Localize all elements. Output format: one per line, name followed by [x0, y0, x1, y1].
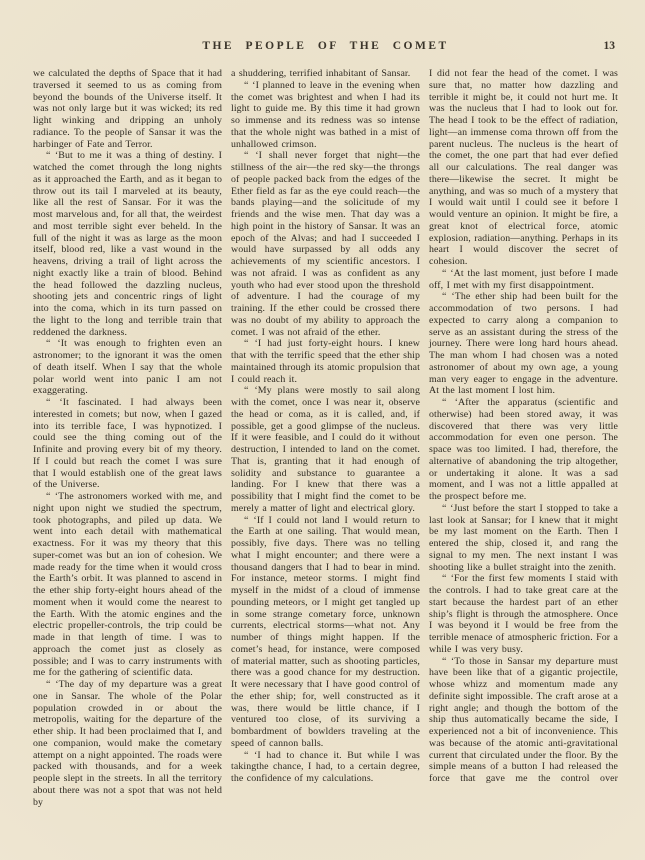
- paragraph: “ ‘It was enough to frighten even an astronomer; to the ignorant it was the omen of death itself. When I say that the whole polar world went into panic I am not exaggerating.: [33, 338, 222, 397]
- column-3: [429, 68, 618, 808]
- column-2: [231, 68, 420, 808]
- paragraph: “ ‘My plans were mostly to sail along with the comet, once I was near it, observe the head or coma, as it is called, and, if possible, get a good glimpse of the nucleus. If it were feasible, and I could do it without destruction, I intended to land on the comet. That is, granting that it had enough of solidity and substance to guarantee a landing. For I knew that there was a possibility that I might find the comet to be merely a matter of light and electrical glory.: [231, 385, 420, 514]
- paragraph: “ ‘If I could not land I would return to the Earth at one sailing. That would mean, possibly, five days. There was no telling what I might encounter; and there were a thousand dangers that I had to bear in mind. For instance, meteor storms. I might find myself in the midst of a cloud of immense pounding meteors, or I might get tangled up in some strange cometary force, unknown currents, electrical storms—what not. Any number of things might happen. If the comet’s head, for instance, were composed of material matter, such as shooting particles, there was a good chance for my destruction. It were necessary that I have good control of the ether ship; for, well constructed as it was, there would be little chance, if I ventured too close, of its surviving a bombardment of bowlders traveling at the speed of cannon balls.: [231, 514, 420, 749]
- paragraph: a shuddering, terrified inhabitant of Sansar.: [231, 68, 411, 79]
- paragraph: “ ‘Just before the start I stopped to take a last look at Sansar; for I knew that it might be my last moment on the Earth. Then I entered the ship, closed it, and rang the signal to my men. The next instant I was shooting like a bullet straight into the zenith.: [429, 502, 618, 573]
- paragraph: “ ‘For the first few moments I staid with the controls. I had to take great care at the start because the hardest part of an ether ship’s flight is through the atmosphere. Once I was beyond it I would be free from the terrible menace of atmospheric friction. For a while I was very busy.: [429, 573, 618, 655]
- column-1: [33, 68, 222, 808]
- paragraph: “ ‘But to me it was a thing of destiny. I watched the comet through the long nights as it approached the Earth, and as it began to throw out its tail I marveled at its beauty, like all the rest of Sansar. For it was the most marvelous and, for all that, the weirdest and most terrible sight ever beheld. In the full of the night it was as large as the moon itself, blood red, like a vast wound in the heavens, driving a trail of light across the night exactly like a train of blood. Behind the head followed the dazzling nucleus, shooting jets and concentric rings of light into the coma, which in its turn passed on the light to the long and terrible train that reddened the darkness.: [33, 150, 222, 338]
- paragraph: “ ‘To those in Sansar my departure must have been like that of a gigantic projectile, whose whizz and momentum made any definite sight impossible. The craft arose at a right angle; and though the bottom of the ship thus automatically became the side, I experienced not a bit of inconvenience. This was because of the atomic anti-gravitational current that circulated under the floor. By the simple means of a button I had released the force that gave me the control over: [429, 655, 618, 784]
- paragraph: “ ‘I had just forty-eight hours. I knew that with the terrific speed that the ether ship maintained through its atomic propulsion that I could reach it.: [231, 338, 420, 385]
- running-title: THE PEOPLE OF THE COMET: [202, 40, 449, 52]
- paragraph: “ ‘At the last moment, just before I made off, I met with my first disappointment.: [429, 267, 618, 291]
- paragraph: we calculated the depths of Space that it had traversed it seemed to us as coming from beyond the bounds of the Universe itself. It was not only large but it was wicked; its red light winking and dripping an unholy radiance. To the people of Sansar it was the harbinger of Fate and Terror.: [33, 68, 222, 150]
- paragraph: “ ‘After the apparatus (scientific and otherwise) had been stored away, it was discovered that there was very little accommodation for even one person. The space was too limited. I had, therefore, the alternative of abandoning the trip altogether, or undertaking it alone. It was a sad moment, and I was not a little appalled at the prospect before me.: [429, 397, 618, 502]
- paragraph: “ ‘I had to chance it. But while I was takingthe chance, I had, to a certain degree, the confidence of my calculations.: [231, 749, 420, 784]
- paragraph: “ ‘It fascinated. I had always been interested in comets; but now, when I gazed into its terrible face, I was hypnotized. I could see the thing coming out of the Infinite and proving every bit of my theory. If I could but reach the comet I was sure that I would establish one of the great laws of the Universe.: [33, 397, 222, 491]
- paragraph: “ ‘The astronomers worked with me, and night upon night we studied the spectrum, took photographs, and piled up data. We went into each detail with mathematical exactness. For it was my theory that this super-comet was but an ion of cohesion. We made ready for the time when it would cross the Earth’s orbit. It was planned to ascend in the ether ship forty-eight hours ahead of the moment when it would come the nearest to the Earth. With the atomic engines and the electric propeller-controls, the trip could be made in that length of time. I was to approach the comet just as closely as possible; and I was to carry instruments with me for the gathering of scientific data.: [33, 491, 222, 679]
- paragraph: “ ‘I shall never forget that night—the stillness of the air—the red sky—the throngs of people packed back from the edges of the Ether field as far as the eye could reach—the bands playing—and the solicitude of my friends and the wise men. That day was a high point in the history of Sansar. It was an epoch of the Alvas; and had I succeeded I would have surpassed by all odds any achievements of my scientific ancestors. I was not afraid. I was as confident as any youth who had ever stood upon the threshold of adventure. I had the courage of my training. If the ether could be crossed there was no doubt of my ability to approach the comet. I was not afraid of the ether.: [231, 150, 420, 338]
- text-columns: [33, 68, 618, 808]
- page-header: [33, 40, 618, 55]
- paragraph: “ ‘I planned to leave in the evening when the comet was brightest and when I had its light to guide me. By this time it had grown so immense and its redness was so intense that the whole night was bathed in a mist of unhallowed crimson.: [231, 79, 420, 150]
- paragraph: I did not fear the head of the comet. I was sure that, no matter how dazzling and terrible it might be, it could not hurt me. It was the nucleus that I had to look out for. The head I took to be the effect of radiation, light—an immense coma thrown off from the parent nucleus. The nucleus is the heart of the comet, the one part that had ever defied all our calculations. The real danger was there—likewise the secret. It might be anything, and was so much of a mystery that I would wait until I could see it before I would venture an opinion. It might be fire, a great knot of electrical force, atomic explosion, radiation—anything. Perhaps in its heart I would discover the secret of cohesion.: [429, 68, 618, 267]
- page-number: 13: [603, 40, 615, 52]
- paragraph: “ ‘The ether ship had been built for the accommodation of two persons. I had expected to carry along a companion to serve as an assistant during the stress of the journey. There were long hard hours ahead. The man whom I had chosen was a noted astronomer of about my own age, a young man very eager to engage in the adventure. At the last moment I lost him.: [429, 291, 618, 397]
- paragraph: “ ‘The day of my departure was a great one in Sansar. The whole of the Polar population crowded in or about the metropolis, waiting for the departure of the ether ship. It had been proclaimed that I, and one companion, would make the cometary attempt on a night appointed. The roads were packed with thousands, and for a week people slept in the streets. In all the territory about there was not a spot that was not held by: [33, 679, 222, 808]
